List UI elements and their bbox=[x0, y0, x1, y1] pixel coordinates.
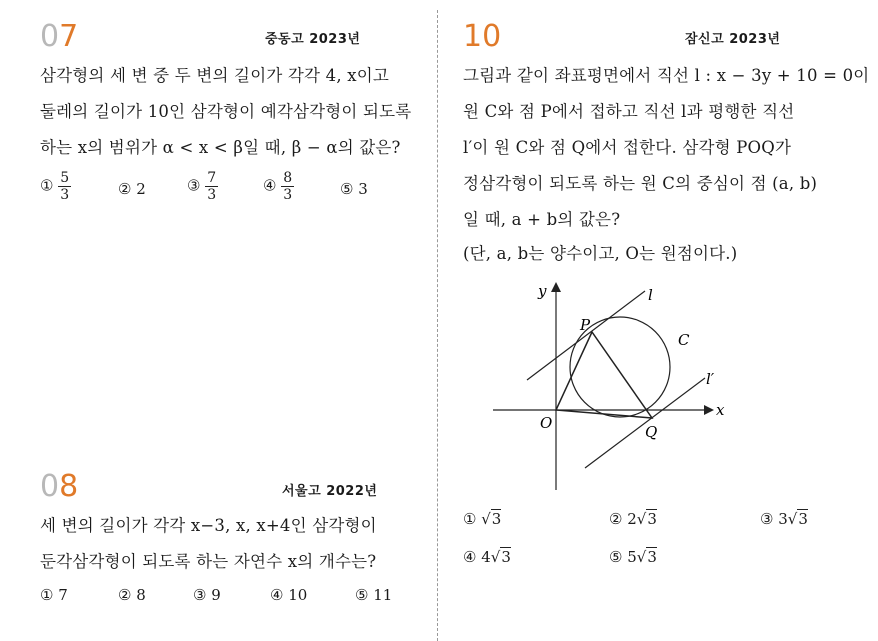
left-column bbox=[0, 0, 437, 641]
problem-text-line: l′이 원 C와 점 Q에서 접한다. 삼각형 POQ가 bbox=[463, 138, 792, 157]
choice-4[interactable]: ④ 4√3 bbox=[463, 548, 511, 566]
problem-08 bbox=[0, 470, 437, 630]
problem-text-line: 둘레의 길이가 10인 삼각형이 예각삼각형이 되도록 bbox=[40, 102, 412, 121]
choice-3[interactable]: ③ 9 bbox=[193, 586, 221, 604]
fraction: $\frac{8}{3}$ bbox=[283, 170, 293, 203]
fraction: $\frac{7}{3}$ bbox=[207, 170, 217, 203]
line-l-label: l bbox=[648, 286, 653, 304]
choice-5[interactable]: ⑤ 5√3 bbox=[609, 548, 657, 566]
school-label: 중동고 2023년 bbox=[265, 32, 361, 47]
point-q-label: Q bbox=[645, 423, 658, 441]
right-column bbox=[437, 0, 878, 641]
problem-10 bbox=[437, 0, 878, 641]
problem-number: 07 bbox=[40, 19, 79, 54]
problem-number: 08 bbox=[40, 469, 79, 504]
x-axis-label: x bbox=[716, 401, 725, 419]
y-axis-arrow bbox=[551, 282, 561, 292]
problem-07 bbox=[0, 0, 437, 240]
problem-text-line: 원 C와 점 P에서 접하고 직선 l과 평행한 직선 bbox=[463, 102, 795, 121]
choice-1[interactable]: ① 7 bbox=[40, 586, 68, 604]
problem-number: 10 bbox=[463, 19, 502, 54]
choice-1[interactable]: ① $\frac{5}{3}$ bbox=[40, 170, 70, 203]
problem-text-line: 세 변의 길이가 각각 x−3, x, x+4인 삼각형이 bbox=[40, 516, 377, 535]
line-l-prime-label: l′ bbox=[706, 370, 715, 388]
problem-text-line: 일 때, a + b의 값은? bbox=[463, 210, 621, 229]
choice-1[interactable]: ① √3 bbox=[463, 510, 502, 528]
problem-text-line: (단, a, b는 양수이고, O는 원점이다.) bbox=[463, 244, 738, 263]
problem-text-line: 하는 x의 범위가 α < x < β일 때, β − α의 값은? bbox=[40, 138, 401, 157]
geometry-figure bbox=[437, 270, 878, 500]
line-l bbox=[527, 291, 645, 380]
choice-3[interactable]: ③ $\frac{7}{3}$ bbox=[187, 170, 217, 203]
choice-3[interactable]: ③ 3√3 bbox=[760, 510, 808, 528]
choice-5[interactable]: ⑤ 11 bbox=[355, 586, 393, 604]
fraction: $\frac{5}{3}$ bbox=[60, 170, 70, 203]
school-label: 서울고 2022년 bbox=[282, 484, 378, 499]
choice-4[interactable]: ④ 10 bbox=[270, 586, 308, 604]
problem-text-line: 둔각삼각형이 되도록 하는 자연수 x의 개수는? bbox=[40, 552, 377, 571]
school-label: 잠신고 2023년 bbox=[685, 32, 781, 47]
choice-4[interactable]: ④ $\frac{8}{3}$ bbox=[263, 170, 293, 203]
problem-text-line: 정삼각형이 되도록 하는 원 C의 중심이 점 (a, b) bbox=[463, 174, 818, 193]
choice-2[interactable]: ② 8 bbox=[118, 586, 146, 604]
choice-5[interactable]: ⑤ 3 bbox=[340, 180, 368, 198]
problem-text-line: 삼각형의 세 변 중 두 변의 길이가 각각 4, x이고 bbox=[40, 66, 390, 85]
point-p-label: P bbox=[580, 316, 591, 334]
point-o-label: O bbox=[540, 414, 553, 432]
y-axis-label: y bbox=[538, 282, 547, 300]
choice-2[interactable]: ② 2√3 bbox=[609, 510, 657, 528]
x-axis-arrow bbox=[704, 405, 714, 415]
choice-2[interactable]: ② 2 bbox=[118, 180, 146, 198]
circle-c-label: C bbox=[678, 331, 690, 349]
problem-text-line: 그림과 같이 좌표평면에서 직선 l : x − 3y + 10 = 0이 bbox=[463, 66, 870, 85]
